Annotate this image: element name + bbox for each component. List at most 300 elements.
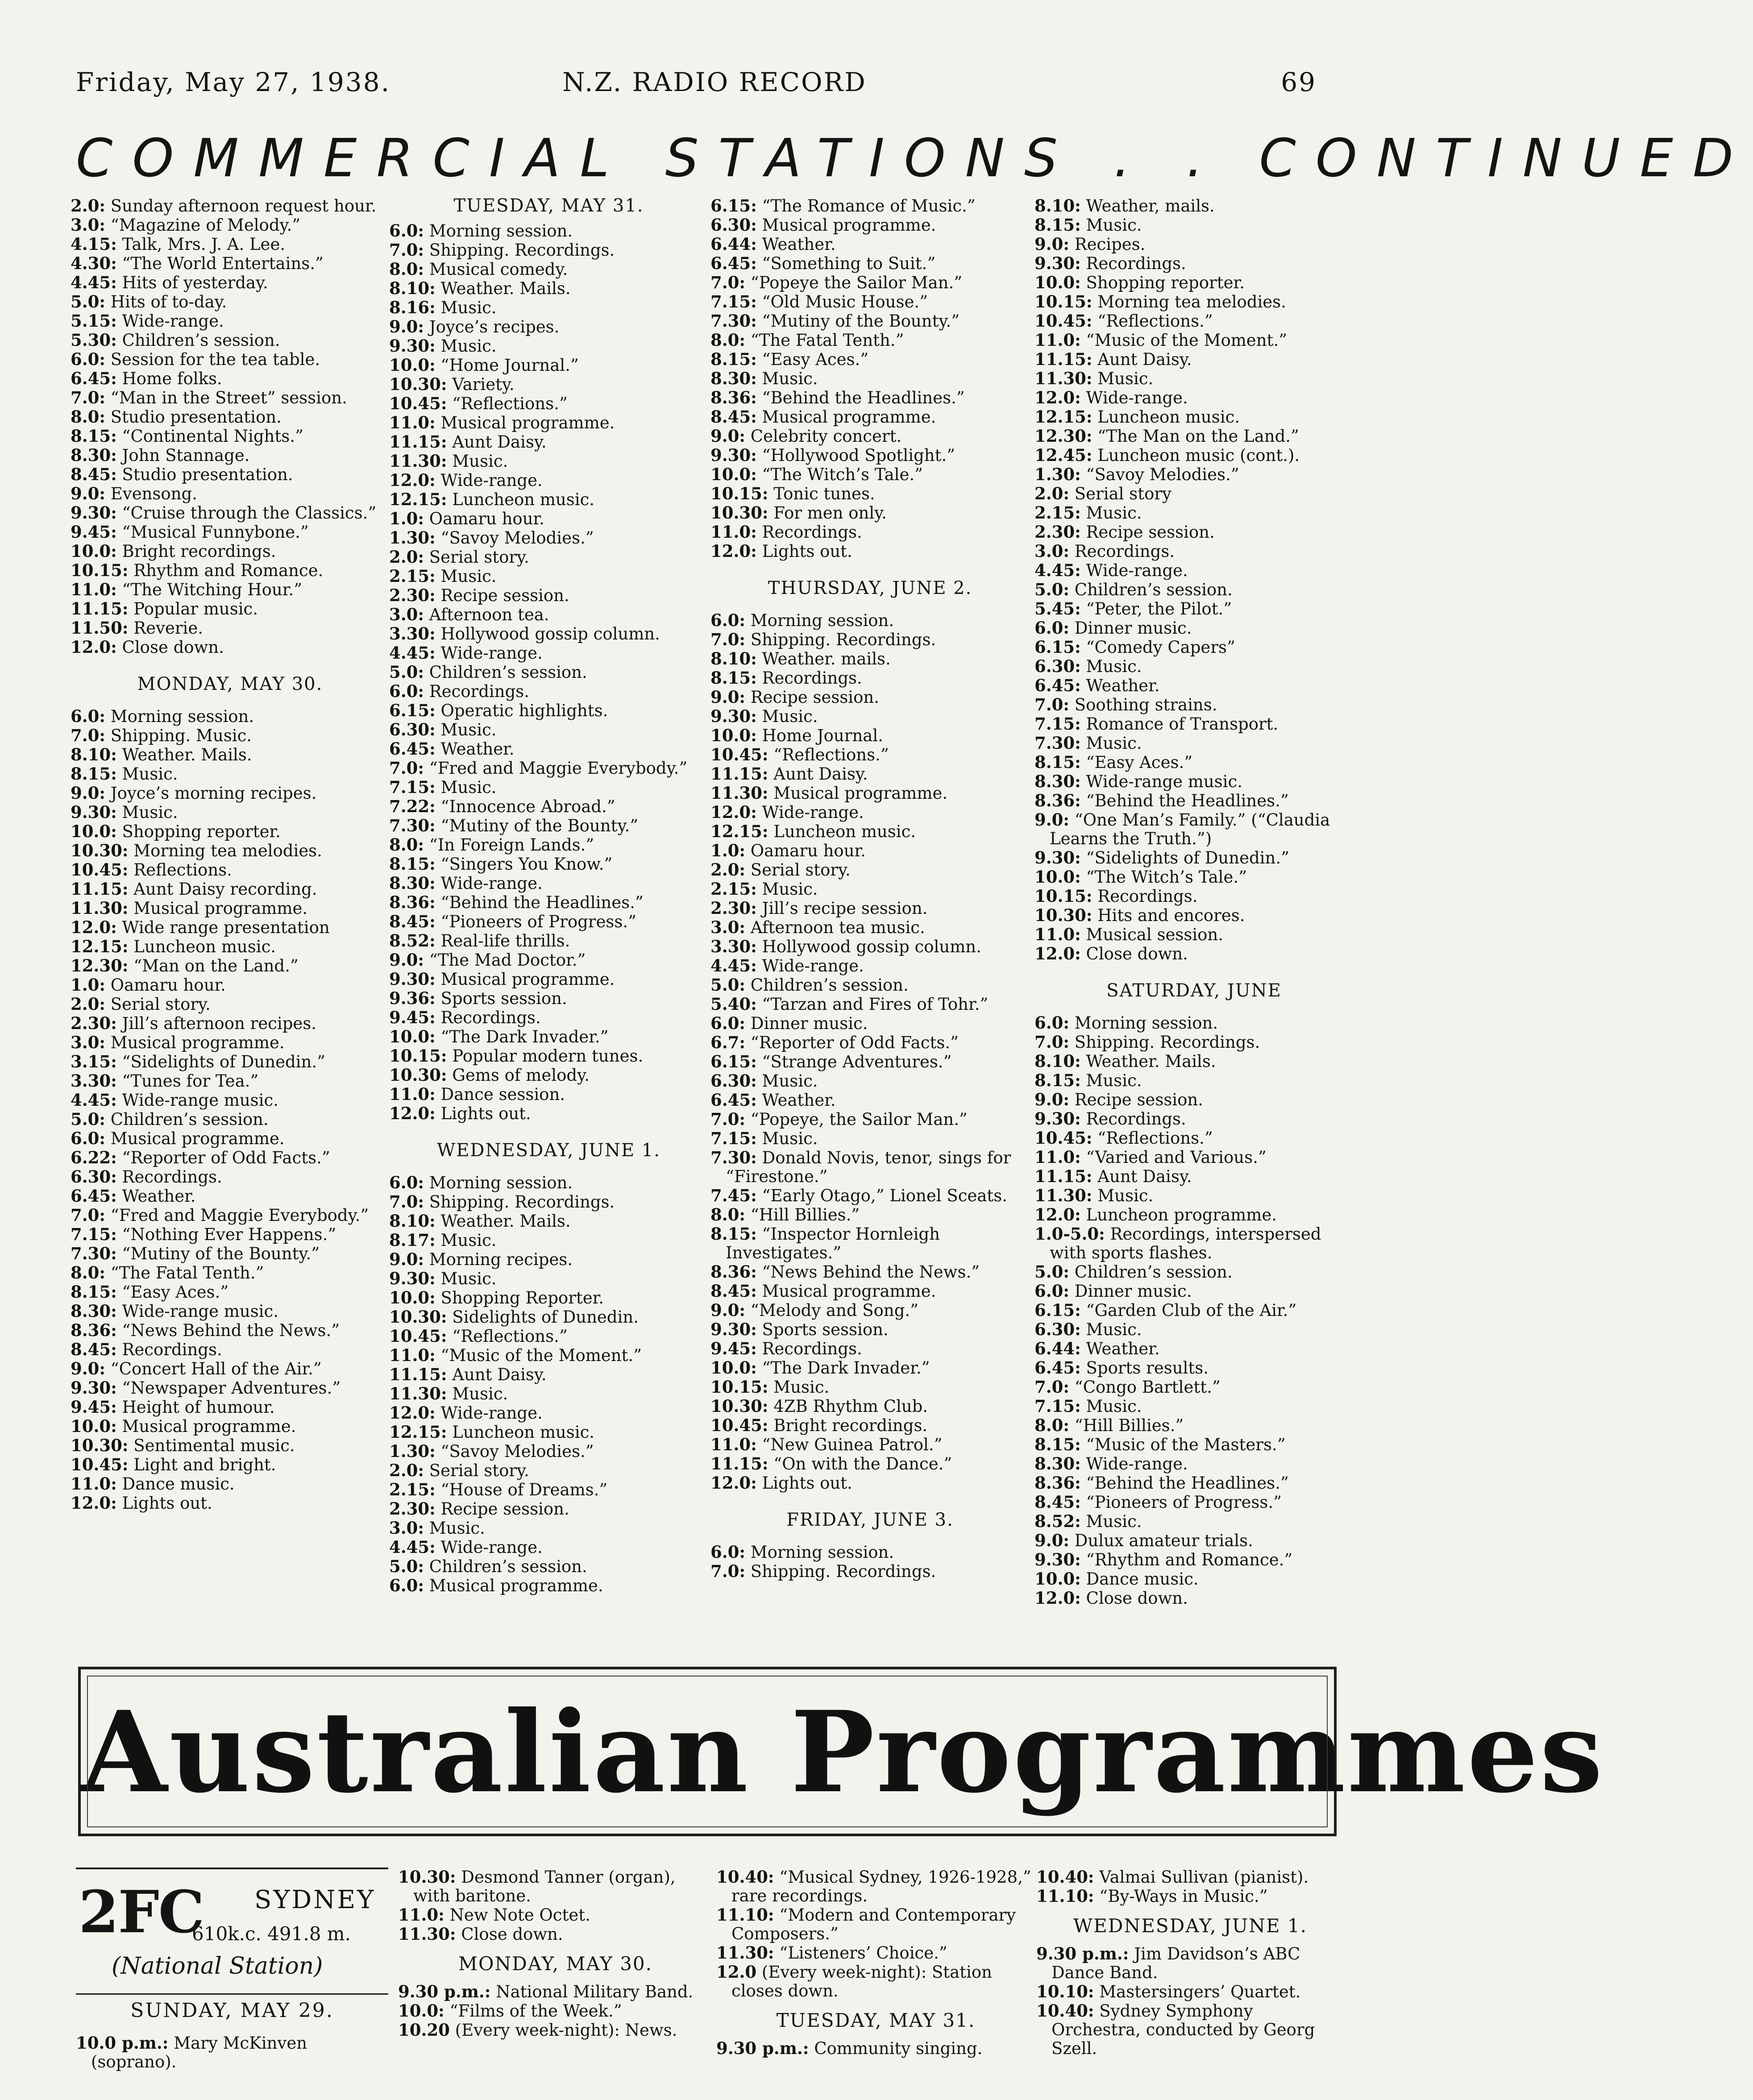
programme-entry bbox=[1034, 388, 1354, 407]
entry-text: “Behind the Headlines.” bbox=[1080, 791, 1289, 810]
entry-text: Musical programme. bbox=[116, 1417, 296, 1436]
entry-time: 8.15: bbox=[1034, 1071, 1081, 1090]
programme-entry bbox=[710, 784, 1030, 803]
entry-text: Wide-range music. bbox=[116, 1302, 278, 1321]
banner-title: Australian Programmes bbox=[81, 1686, 1605, 1818]
entry-text: Shopping Reporter. bbox=[435, 1288, 604, 1307]
entry-text: “The Man on the Land.” bbox=[1092, 427, 1299, 446]
entry-time: 6.0: bbox=[1034, 1013, 1070, 1033]
entry-time: 10.15: bbox=[710, 484, 768, 503]
entry-time: 1.30: bbox=[389, 528, 436, 548]
programme-entry bbox=[1034, 714, 1354, 734]
entry-text: “Popeye, the Sailor Man.” bbox=[745, 1110, 968, 1129]
page-number: 69 bbox=[1281, 67, 1317, 97]
programme-entry bbox=[389, 893, 708, 912]
entry-text: Musical programme. bbox=[435, 413, 615, 432]
programme-entry bbox=[71, 1340, 390, 1359]
programme-entry bbox=[71, 254, 390, 273]
entry-text: Joyce’s recipes. bbox=[424, 317, 560, 336]
entry-time: 10.0: bbox=[710, 1358, 757, 1378]
entry-time: 6.0: bbox=[389, 681, 424, 701]
entry-text: “By-Ways in Music.” bbox=[1094, 1887, 1268, 1906]
entry-text: “Varied and Various.” bbox=[1080, 1148, 1267, 1167]
entry-time: 6.0: bbox=[389, 221, 424, 241]
entry-text: “Savoy Melodies.” bbox=[435, 528, 594, 548]
programme-entry bbox=[1034, 216, 1354, 235]
entry-time: 4.45: bbox=[710, 956, 757, 975]
entry-time: 10.30: bbox=[1034, 905, 1093, 925]
programme-entry bbox=[1034, 1512, 1354, 1531]
programme-entry bbox=[389, 241, 708, 260]
entry-time: 8.30: bbox=[1034, 1454, 1081, 1473]
rule bbox=[76, 1993, 388, 1995]
entry-text: Luncheon music. bbox=[447, 1423, 595, 1442]
programme-entry bbox=[389, 1212, 708, 1231]
entry-text: Soothing strains. bbox=[1069, 695, 1217, 714]
issue-date: Friday, May 27, 1938. bbox=[76, 67, 391, 97]
schedule-column-3 bbox=[710, 196, 1030, 1581]
entry-text: “Hill Billies.” bbox=[745, 1205, 860, 1224]
programme-entry bbox=[1034, 311, 1354, 331]
programme-entry bbox=[71, 599, 390, 618]
entry-time: 9.45: bbox=[71, 522, 117, 542]
programme-entry bbox=[398, 1905, 713, 1925]
programme-entry bbox=[1034, 1052, 1354, 1071]
programme-entry bbox=[71, 707, 390, 726]
entry-time: 1.0: bbox=[71, 975, 106, 995]
programme-entry bbox=[71, 235, 390, 254]
entry-text: Musical programme. bbox=[424, 1576, 603, 1595]
entry-text: “The Romance of Music.” bbox=[756, 196, 976, 216]
programme-entry bbox=[389, 701, 708, 720]
entry-time: 12.0 bbox=[716, 1962, 757, 1982]
programme-entry bbox=[71, 956, 390, 975]
programme-entry bbox=[389, 759, 708, 778]
entry-time: 10.0: bbox=[71, 1416, 117, 1436]
entry-text: “Savoy Melodies.” bbox=[435, 1442, 594, 1461]
entry-text: Shopping reporter. bbox=[116, 822, 281, 841]
entry-time: 10.30: bbox=[398, 1867, 456, 1887]
programme-entry bbox=[710, 523, 1030, 542]
entry-time: 9.30: bbox=[1034, 1109, 1081, 1129]
entry-time: 7.30: bbox=[71, 1244, 117, 1263]
programme-entry bbox=[710, 611, 1030, 630]
entry-text: “Garden Club of the Air.” bbox=[1080, 1301, 1297, 1320]
entry-time: 4.45: bbox=[71, 273, 117, 292]
programme-entry bbox=[71, 465, 390, 484]
entry-text: “Musical Funnybone.” bbox=[116, 523, 309, 542]
programme-entry bbox=[389, 931, 708, 950]
entry-time: 2.30: bbox=[389, 585, 436, 605]
entry-text: Session for the tea table. bbox=[105, 350, 320, 369]
programme-entry bbox=[1034, 618, 1354, 638]
entry-time: 8.0: bbox=[71, 1263, 106, 1282]
entry-text: Jim Davidson’s ABC Dance Band. bbox=[1051, 1944, 1300, 1982]
entry-text: Music. bbox=[1080, 657, 1142, 676]
entry-text: “The World Entertains.” bbox=[116, 254, 324, 273]
programme-entry bbox=[710, 822, 1030, 841]
entry-time: 3.15: bbox=[71, 1052, 117, 1071]
programme-entry bbox=[389, 490, 708, 509]
entry-time: 10.30: bbox=[389, 1065, 447, 1085]
programme-entry bbox=[389, 1499, 708, 1519]
entry-time: 11.30: bbox=[389, 1384, 447, 1403]
entry-time: 8.45: bbox=[71, 465, 117, 484]
programme-entry bbox=[710, 273, 1030, 292]
programme-entry bbox=[710, 956, 1030, 975]
entry-text: Recipe session. bbox=[1069, 1090, 1204, 1109]
entry-text: Music. bbox=[1080, 734, 1142, 753]
entry-time: 6.0: bbox=[710, 1013, 746, 1033]
entry-text: For men only. bbox=[768, 503, 887, 523]
programme-entry bbox=[710, 1071, 1030, 1091]
entry-time: 6.45: bbox=[710, 1090, 757, 1110]
entry-text: Wide-range. bbox=[1080, 388, 1188, 407]
entry-text: Recordings. bbox=[424, 682, 530, 701]
entry-text: Tonic tunes. bbox=[768, 484, 875, 503]
programme-entry bbox=[710, 446, 1030, 465]
call-sign: 2FC bbox=[79, 1878, 204, 1946]
entry-time: 2.0: bbox=[71, 196, 106, 216]
entry-text: “Music of the Masters.” bbox=[1080, 1435, 1286, 1454]
programme-entry bbox=[1034, 695, 1354, 714]
programme-entry bbox=[389, 989, 708, 1008]
entry-time: 11.30: bbox=[716, 1943, 774, 1963]
programme-entry bbox=[398, 2001, 713, 2021]
entry-text: Close down. bbox=[456, 1925, 563, 1944]
entry-text: Weather. Mails. bbox=[116, 745, 252, 764]
programme-entry bbox=[710, 1416, 1030, 1435]
entry-time: 12.0: bbox=[389, 1104, 436, 1123]
entry-text: Afternoon tea. bbox=[424, 605, 549, 624]
entry-time: 8.30: bbox=[71, 1301, 117, 1321]
programme-entry bbox=[710, 899, 1030, 918]
entry-text: Music. bbox=[1080, 216, 1142, 235]
entry-text: Dance music. bbox=[1080, 1569, 1199, 1589]
entry-time: 11.0: bbox=[71, 580, 117, 599]
entry-time: 10.45: bbox=[389, 1326, 447, 1346]
entry-time: 8.10: bbox=[710, 649, 757, 668]
entry-time: 12.0: bbox=[710, 541, 757, 561]
programme-entry bbox=[710, 235, 1030, 254]
entry-text: Musical programme. bbox=[756, 407, 936, 427]
entry-text: Music. bbox=[435, 336, 497, 356]
programme-entry bbox=[710, 1129, 1030, 1148]
entry-text: “Reporter of Odd Facts.” bbox=[116, 1148, 330, 1167]
entry-text: “Singers You Know.” bbox=[435, 855, 613, 874]
programme-entry bbox=[710, 918, 1030, 937]
programme-entry bbox=[71, 1455, 390, 1474]
programme-entry bbox=[1034, 196, 1354, 216]
entry-time: 7.30: bbox=[710, 311, 757, 331]
entry-time: 1.0: bbox=[389, 509, 424, 528]
programme-entry bbox=[389, 1423, 708, 1442]
entry-time: 5.45: bbox=[1034, 599, 1081, 618]
programme-entry bbox=[71, 860, 390, 880]
entry-time: 8.30: bbox=[1034, 772, 1081, 791]
entry-time: 9.30: bbox=[389, 1269, 436, 1288]
entry-text: Dinner music. bbox=[1069, 1282, 1192, 1301]
programme-entry bbox=[716, 2039, 1035, 2058]
entry-text: Bright recordings. bbox=[768, 1416, 928, 1435]
entry-text: Morning session. bbox=[1069, 1013, 1218, 1033]
entry-time: 9.0: bbox=[71, 484, 106, 503]
entry-text: “Easy Aces.” bbox=[116, 1282, 229, 1302]
programme-entry bbox=[389, 1480, 708, 1499]
entry-time: 10.0: bbox=[71, 541, 117, 561]
entry-time: 10.30: bbox=[389, 1307, 447, 1327]
programme-entry bbox=[1034, 1454, 1354, 1473]
entry-time: 4.15: bbox=[71, 234, 117, 254]
programme-entry bbox=[710, 995, 1030, 1014]
entry-text: Recipe session. bbox=[435, 586, 569, 605]
programme-entry bbox=[1034, 676, 1354, 695]
programme-entry bbox=[71, 292, 390, 311]
entry-time: 3.0: bbox=[71, 215, 106, 235]
entry-text: Wide-range. bbox=[1080, 561, 1188, 580]
programme-entry bbox=[389, 605, 708, 624]
entry-text: Musical programme. bbox=[756, 216, 936, 235]
entry-text: Talk, Mrs. J. A. Lee. bbox=[116, 235, 286, 254]
programme-entry bbox=[1034, 1301, 1354, 1320]
entry-text: Reflections. bbox=[128, 860, 232, 880]
entry-text: Recipe session. bbox=[1080, 523, 1215, 542]
programme-entry bbox=[389, 1027, 708, 1046]
programme-entry bbox=[71, 1148, 390, 1167]
entry-text: “Comedy Capers” bbox=[1080, 638, 1235, 657]
entry-time: 5.0: bbox=[1034, 1262, 1070, 1282]
entry-text: Luncheon music (cont.). bbox=[1092, 446, 1300, 465]
schedule-column-2 bbox=[389, 196, 708, 1595]
schedule-column-1 bbox=[71, 196, 390, 1513]
entry-text: Jill’s recipe session. bbox=[756, 899, 928, 918]
entry-text: Music. bbox=[756, 707, 818, 726]
entry-time: 1.0: bbox=[710, 841, 746, 860]
entry-text: 4ZB Rhythm Club. bbox=[768, 1397, 928, 1416]
entry-time: 8.52: bbox=[389, 931, 436, 950]
programme-entry bbox=[71, 369, 390, 388]
entry-time: 9.0: bbox=[710, 1300, 746, 1320]
entry-time: 2.0: bbox=[389, 1461, 424, 1480]
programme-entry bbox=[71, 1321, 390, 1340]
programme-entry bbox=[710, 292, 1030, 311]
entry-text: “Easy Aces.” bbox=[756, 350, 869, 369]
entry-time: 10.0: bbox=[398, 2001, 444, 2021]
entry-text: Music. bbox=[116, 803, 178, 822]
programme-entry bbox=[389, 1384, 708, 1403]
entry-text: Lights out. bbox=[756, 542, 852, 561]
entry-time: 4.45: bbox=[1034, 560, 1081, 580]
entry-time: 8.15: bbox=[71, 426, 117, 446]
entry-text: Serial story. bbox=[424, 1461, 529, 1480]
programme-entry bbox=[1034, 867, 1354, 887]
entry-text: Wide-range. bbox=[435, 874, 543, 893]
programme-entry bbox=[71, 580, 390, 599]
programme-entry bbox=[710, 1562, 1030, 1581]
entry-time: 9.45: bbox=[389, 1008, 436, 1027]
entry-time: 6.30: bbox=[389, 720, 436, 739]
programme-entry bbox=[1034, 1071, 1354, 1090]
entry-time: 5.40: bbox=[710, 994, 757, 1014]
entry-text: Aunt Daisy. bbox=[1092, 350, 1192, 369]
programme-entry bbox=[71, 427, 390, 446]
entry-time: 11.30: bbox=[710, 783, 768, 803]
programme-entry bbox=[710, 1454, 1030, 1473]
entry-text: Wide-range. bbox=[756, 956, 864, 975]
entry-time: 12.0: bbox=[710, 802, 757, 822]
entry-text: Wide range presentation bbox=[116, 918, 330, 937]
entry-time: 1.30: bbox=[1034, 465, 1081, 484]
programme-entry bbox=[1034, 791, 1354, 810]
programme-entry bbox=[389, 855, 708, 874]
programme-entry bbox=[389, 816, 708, 835]
entry-text: Wide-range. bbox=[756, 803, 864, 822]
entry-time: 6.0: bbox=[710, 610, 746, 630]
entry-text: Home folks. bbox=[116, 369, 222, 388]
entry-text: “Behind the Headlines.” bbox=[1080, 1473, 1289, 1493]
entry-time: 5.0: bbox=[389, 1556, 424, 1576]
entry-text: National Military Band. bbox=[490, 1982, 694, 2001]
entry-text: “Easy Aces.” bbox=[1080, 753, 1193, 772]
entry-text: Morning tea melodies. bbox=[128, 841, 322, 860]
entry-time: 8.15: bbox=[1034, 1435, 1081, 1454]
entry-text: “Innocence Abroad.” bbox=[435, 797, 615, 816]
programme-entry bbox=[1034, 944, 1354, 963]
programme-entry bbox=[389, 950, 708, 970]
entry-time: 9.36: bbox=[389, 988, 436, 1008]
entry-time: 11.30: bbox=[1034, 369, 1093, 388]
entry-text: Music. bbox=[756, 880, 818, 899]
programme-entry bbox=[71, 899, 390, 918]
entry-text: Jill’s afternoon recipes. bbox=[116, 1014, 317, 1033]
programme-entry bbox=[716, 1943, 1035, 1963]
programme-entry bbox=[1034, 734, 1354, 753]
entry-time: 9.0: bbox=[1034, 234, 1070, 254]
programme-entry bbox=[710, 503, 1030, 523]
programme-entry bbox=[389, 1104, 708, 1123]
entry-text: “The Fatal Tenth.” bbox=[745, 331, 904, 350]
programme-entry bbox=[1034, 657, 1354, 676]
programme-entry bbox=[1036, 1982, 1344, 2001]
entry-time: 3.0: bbox=[1034, 541, 1070, 561]
programme-entry bbox=[71, 1091, 390, 1110]
entry-text: “Inspector Hornleigh Investigates.” bbox=[726, 1224, 940, 1262]
station-city: SYDNEY bbox=[254, 1885, 376, 1914]
entry-text: Morning session. bbox=[745, 1543, 894, 1562]
entry-text: “Man on the Land.” bbox=[128, 956, 299, 975]
entry-text: Children’s session. bbox=[424, 1557, 587, 1576]
entry-time: 8.36: bbox=[710, 1262, 757, 1282]
entry-time: 12.0: bbox=[71, 1493, 117, 1513]
entry-time: 2.0: bbox=[1034, 484, 1070, 503]
entry-text: “Pioneers of Progress.” bbox=[1080, 1493, 1282, 1512]
entry-time: 10.0: bbox=[710, 465, 757, 484]
programme-entry bbox=[71, 1244, 390, 1263]
entry-text: “Something to Suit.” bbox=[756, 254, 936, 273]
programme-entry bbox=[71, 523, 390, 542]
entry-text: “Hill Billies.” bbox=[1069, 1416, 1184, 1435]
entry-text: “Pioneers of Progress.” bbox=[435, 912, 637, 931]
entry-time: 11.0: bbox=[398, 1905, 444, 1925]
programme-entry bbox=[716, 1868, 1035, 1905]
programme-entry bbox=[1034, 772, 1354, 791]
entry-text: Aunt Daisy recording. bbox=[128, 880, 317, 899]
entry-text: Morning session. bbox=[745, 611, 894, 630]
entry-text: Popular modern tunes. bbox=[447, 1046, 644, 1066]
entry-text: Romance of Transport. bbox=[1080, 714, 1279, 734]
programme-entry bbox=[1034, 1148, 1354, 1167]
programme-entry bbox=[71, 1052, 390, 1071]
entry-time: 5.0: bbox=[1034, 580, 1070, 599]
entry-text: “Fred and Maggie Everybody.” bbox=[105, 1206, 369, 1225]
entry-text: Recipe session. bbox=[435, 1499, 569, 1519]
entry-text: Children’s session. bbox=[745, 975, 909, 995]
entry-text: Recipes. bbox=[1069, 235, 1146, 254]
entry-text: Shipping. Recordings. bbox=[424, 1192, 615, 1212]
programme-entry bbox=[1034, 1109, 1354, 1129]
programme-entry bbox=[1034, 446, 1354, 465]
entry-time: 12.0: bbox=[1034, 1205, 1081, 1224]
programme-entry bbox=[1034, 1167, 1354, 1186]
programme-entry bbox=[389, 375, 708, 394]
entry-time: 8.15: bbox=[1034, 215, 1081, 235]
entry-text: Sports session. bbox=[435, 989, 567, 1008]
entry-time: 8.36: bbox=[1034, 791, 1081, 810]
entry-text: Music. bbox=[756, 1129, 818, 1148]
entry-text: “On with the Dance.” bbox=[768, 1454, 952, 1473]
entry-time: 9.30: bbox=[1034, 848, 1081, 867]
entry-text: Weather. bbox=[756, 235, 836, 254]
entry-text: Dance music. bbox=[116, 1474, 235, 1494]
day-heading: TUESDAY, MAY 31. bbox=[776, 2009, 976, 2031]
entry-time: 10.20 bbox=[398, 2020, 450, 2040]
entry-time: 9.0: bbox=[1034, 810, 1070, 830]
entry-time: 8.10: bbox=[1034, 1051, 1081, 1071]
entry-text: “Old Music House.” bbox=[756, 292, 928, 311]
entry-text: Recordings. bbox=[756, 523, 862, 542]
entry-time: 10.45: bbox=[71, 1455, 129, 1474]
entry-time: 4.45: bbox=[71, 1090, 117, 1110]
entry-time: 10.40: bbox=[716, 1867, 774, 1887]
entry-text: Music. bbox=[435, 567, 497, 586]
programme-entry bbox=[710, 1033, 1030, 1052]
programme-entry bbox=[71, 1110, 390, 1129]
programme-entry bbox=[710, 542, 1030, 561]
programme-entry bbox=[389, 1461, 708, 1480]
programme-entry bbox=[710, 484, 1030, 503]
entry-text: “Nothing Ever Happens.” bbox=[116, 1225, 336, 1244]
entry-time: 11.0: bbox=[710, 1435, 757, 1454]
programme-entry bbox=[71, 618, 390, 638]
entry-text: “Behind the Headlines.” bbox=[435, 893, 644, 912]
entry-text: John Stannage. bbox=[116, 446, 250, 465]
entry-time: 11.15: bbox=[71, 599, 129, 618]
entry-text: Music. bbox=[435, 778, 497, 797]
programme-entry bbox=[71, 1474, 390, 1494]
programme-entry bbox=[710, 1435, 1030, 1454]
entry-text: “Reflections.” bbox=[447, 394, 568, 413]
entry-time: 8.45: bbox=[71, 1340, 117, 1359]
programme-entry bbox=[71, 388, 390, 407]
entry-time: 3.0: bbox=[71, 1033, 106, 1052]
programme-entry bbox=[389, 624, 708, 643]
entry-time: 11.0: bbox=[389, 1084, 436, 1104]
programme-entry bbox=[710, 1543, 1030, 1562]
programme-entry bbox=[1034, 465, 1354, 484]
entry-text: “Behind the Headlines.” bbox=[756, 388, 965, 407]
entry-time: 11.0: bbox=[389, 1345, 436, 1365]
programme-entry bbox=[398, 1982, 713, 2001]
